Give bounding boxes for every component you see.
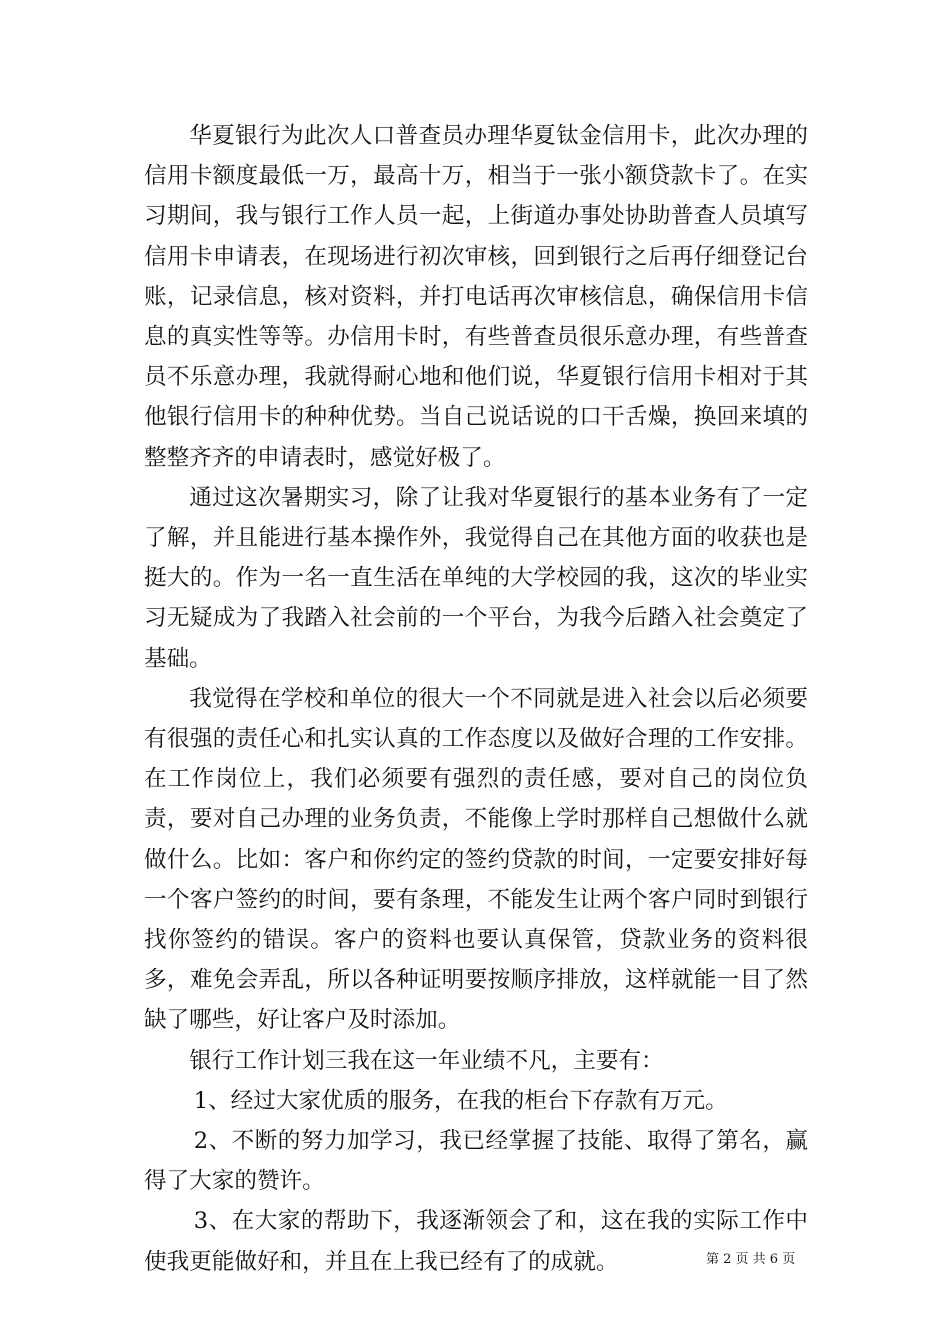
list-item-2: 2、不断的努力加学习，我已经掌握了技能、取得了第名，赢得了大家的赞许。 (144, 1128, 808, 1195)
paragraph-internship-gains: 通过这次暑期实习，除了让我对华夏银行的基本业务有了一定了解，并且能进行基本操作外，我觉得自己在其他方面的收获也是挺大的。作为一名一直生活在单纯的大学校园的我，这次的毕业实习无疑成为了我踏入社会前的一个平台，为我今后踏入社会奠定了基础。 (144, 484, 808, 672)
paragraph-work-plan-intro: 银行工作计划三我在这一年业绩不凡，主要有： (189, 1047, 664, 1074)
list-item-1: 1、经过大家优质的服务，在我的柜台下存款有万元。 (193, 1087, 728, 1114)
paragraph-credit-card: 华夏银行为此次人口普查员办理华夏钛金信用卡，此次办理的信用卡额度最低一万，最高十万，相当于一张小额贷款卡了。在实习期间，我与银行工作人员一起，上街道办事处协助普查人员填写信用卡申请表，在现场进行初次审核，回到银行之后再仔细登记台账，记录信息，核对资料，并打电话再次审核信息，确保信用卡信息的真实性等等。办信用卡时，有些普查员很乐意办理，有些普查员不乐意办理，我就得耐心地和他们说，华夏银行信用卡相对于其他银行信用卡的种种优势。当自己说话说的口干舌燥，换回来填的整整齐齐的申请表时，感觉好极了。 (144, 123, 808, 471)
document-body (144, 116, 808, 1282)
paragraph-responsibility: 我觉得在学校和单位的很大一个不同就是进入社会以后必须要有很强的责任心和扎实认真的工作态度以及做好合理的工作安排。在工作岗位上，我们必须要有强烈的责任感，要对自己的岗位负责，要对自己办理的业务负责，不能像上学时那样自己想做什么就做什么。比如：客户和你约定的签约贷款的时间，一定要安排好每一个客户签约的时间，要有条理，不能发生让两个客户同时到银行找你签约的错误。客户的资料也要认真保管，贷款业务的资料很多，难免会弄乱，所以各种证明要按顺序排放，这样就能一目了然缺了哪些，好让客户及时添加。 (144, 685, 808, 1034)
list-item-3: 3、在大家的帮助下，我逐渐领会了和，这在我的实际工作中使我更能做好和，并且在上我已经有了的成就。 (144, 1208, 808, 1275)
page-number: 第 2 页 共 6 页 (706, 1252, 796, 1267)
